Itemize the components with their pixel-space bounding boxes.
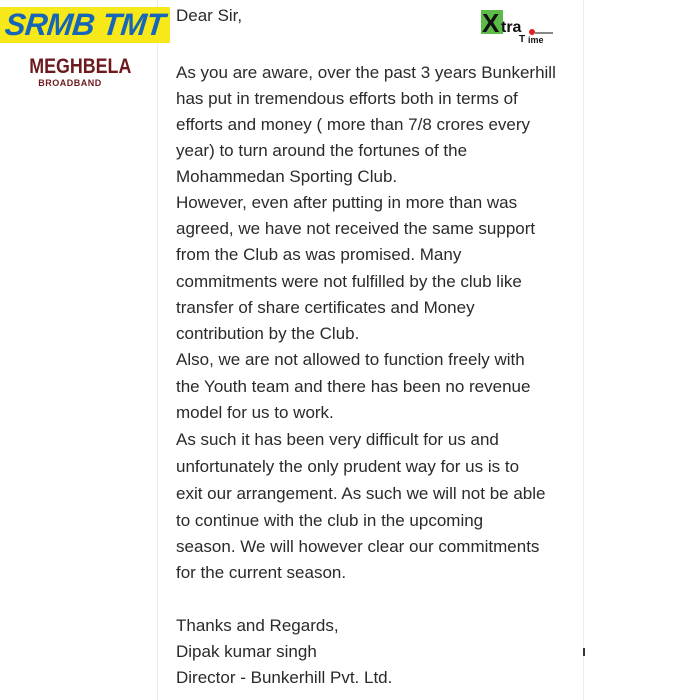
meghbela-logo [22,55,132,88]
letter-line: As such it has been very difficult for us and [176,430,499,449]
letter-line: Mohammedan Sporting Club. [176,167,398,186]
stray-mark [583,648,585,656]
salutation: Dear Sir, [176,6,243,25]
letter-line: Also, we are not allowed to function freely with [176,350,525,369]
meghbela-logo-subtext: BROADBAND [38,78,102,88]
letter-line: transfer of share certificates and Money [176,298,475,317]
letter-line: for the current season. [176,563,347,582]
letter-line: However, even after putting in more than was [176,193,518,212]
srmb-logo-text: SRMB TMT [3,7,167,42]
letter-line: unfortunately the only prudent way for us is to [176,457,520,476]
letter-line: has put in tremendous efforts both in terms of [176,89,518,108]
svg-text:X: X [482,8,500,38]
letter-line: efforts and money ( more than 7/8 crores every [176,115,531,134]
svg-text:ime: ime [528,35,544,45]
svg-text:T: T [519,34,526,45]
srmb-tmt-logo [0,7,170,43]
svg-text:tra: tra [501,19,522,36]
signatory-title: Director - Bunkerhill Pvt. Ltd. [176,668,393,687]
meghbela-logo-text: MEGHBELA [29,55,132,78]
xtra-time-logo [481,8,556,46]
letter-line: model for us to work. [176,403,334,422]
letter-line: As you are aware, over the past 3 years Bunkerhill [176,63,556,82]
letter-line: agreed, we have not received the same support [176,219,536,238]
letter-line: to continue with the club in the upcoming [176,511,484,530]
signatory-name: Dipak kumar singh [176,642,317,661]
letter-line: contribution by the Club. [176,324,360,343]
letter-line: exit our arrangement. As such we will not be able [176,484,546,503]
letter-line: season. We will however clear our commitments [176,537,540,556]
letter-line: the Youth team and there has been no revenue [176,377,531,396]
letter-line: commitments were not fulfilled by the club like [176,272,522,291]
letter-line: year) to turn around the fortunes of the [176,141,468,160]
letter-line: from the Club as was promised. Many [176,245,462,264]
closing: Thanks and Regards, [176,616,339,635]
